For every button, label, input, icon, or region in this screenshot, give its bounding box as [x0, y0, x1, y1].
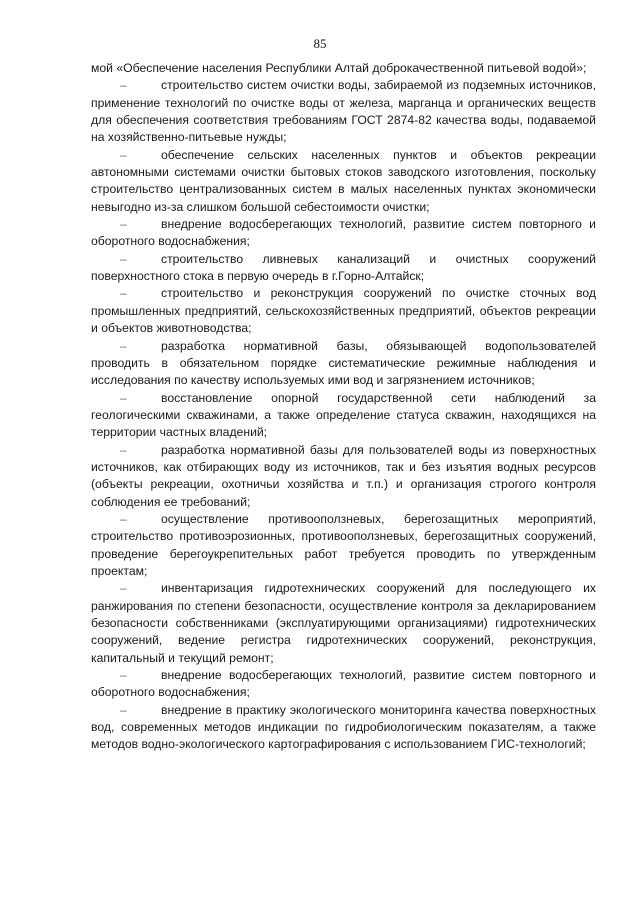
- list-item-text: разработка нормативной базы, обязывающей водопользователей проводить в обязательном порядке систематические режимные наблюдения и исследования по качеству используемых ими вод и загрязнением источников;: [91, 338, 596, 388]
- list-item: [91, 667, 596, 702]
- dash-bullet: –: [120, 702, 127, 717]
- paragraph: [91, 60, 596, 77]
- list-item: [91, 338, 596, 390]
- dash-bullet: –: [120, 668, 127, 683]
- dash-bullet: –: [120, 147, 127, 162]
- list-item-text: инвентаризация гидротехнических сооружений для последующего их ранжирования по степени безопасности, осуществление контроля за декларированием безопасности собственниками (эксплуатирующими организациями) гидротехнических сооружений, ведение регистра гидротехнических сооружений, реконструкция, капитальный и текущий ремонт;: [91, 581, 596, 665]
- list-item-text: строительство систем очистки воды, забираемой из подземных источников, применение технологий по очистке воды от железа, марганца и органических веществ для обеспечения соответствия требованиям ГОСТ 2874-82 качества воды, подаваемой на хозяйственно-питьевые нужды;: [91, 78, 596, 145]
- list-item: [91, 390, 596, 442]
- list-item-text: восстановление опорной государственной сети наблюдений за геологическими скважинами, а также определение статуса скважин, находящихся на территории частных владений;: [91, 390, 596, 440]
- list-item: [91, 702, 596, 754]
- dash-bullet: –: [120, 581, 127, 596]
- dash-bullet: –: [120, 511, 127, 526]
- list-item-text: осуществление противооползневых, берегозащитных мероприятий, строительство противоэрозионных, противооползневых, берегозащитных сооружений, проведение берегоукрепительных работ требуется проводить по утвержденным проектам;: [91, 511, 596, 578]
- list-item: [91, 511, 596, 580]
- list-item: [91, 251, 596, 286]
- list-item-text: строительство и реконструкция сооружений по очистке сточных вод промышленных предприятий, сельскохозяйственных предприятий, объектов рекреации и объектов животноводства;: [91, 286, 596, 336]
- list-item: [91, 216, 596, 251]
- dash-bullet: –: [120, 251, 127, 266]
- dash-bullet: –: [120, 78, 127, 93]
- list-item: [91, 580, 596, 667]
- list-item: [91, 285, 596, 337]
- dash-bullet: –: [120, 442, 127, 457]
- list-item-text: внедрение водосберегающих технологий, развитие систем повторного и оборотного водоснабжения;: [91, 668, 596, 700]
- text-body: [91, 60, 596, 754]
- list-item: [91, 442, 596, 511]
- list-item-text: внедрение водосберегающих технологий, развитие систем повторного и оборотного водоснабжения;: [91, 217, 596, 249]
- paragraph-text: мой «Обеспечение населения Республики Алтай доброкачественной питьевой водой»;: [91, 61, 587, 75]
- list-item-text: внедрение в практику экологического мониторинга качества поверхностных вод, современных методов индикации по гидробиологическим показателям, а также методов водно-экологического картографирования с использованием ГИС-технологий;: [91, 702, 596, 752]
- list-item: [91, 147, 596, 216]
- list-item-text: обеспечение сельских населенных пунктов и объектов рекреации автономными системами очистки бытовых стоков заводского изготовления, поскольку строительство централизованных систем в малых населенных пунктах экономически невыгодно из-за слишком большой себестоимости очистки;: [91, 147, 596, 214]
- dash-bullet: –: [120, 217, 127, 232]
- list-item-text: строительство ливневых канализаций и очистных сооружений поверхностного стока в первую очередь в г.Горно-Алтайск;: [91, 251, 596, 284]
- page-number: 85: [313, 36, 327, 51]
- dash-bullet: –: [120, 338, 127, 353]
- dash-bullet: –: [120, 286, 127, 301]
- dash-bullet: –: [120, 390, 127, 405]
- list-item: [91, 77, 596, 146]
- list-item-text: разработка нормативной базы для пользователей воды из поверхностных источников, как отбирающих воду из источников, так и без изъятия водных ресурсов (объекты рекреации, охотничьи хозяйства и т.п.) и организация строгого контроля соблюдения ее требований;: [91, 442, 596, 509]
